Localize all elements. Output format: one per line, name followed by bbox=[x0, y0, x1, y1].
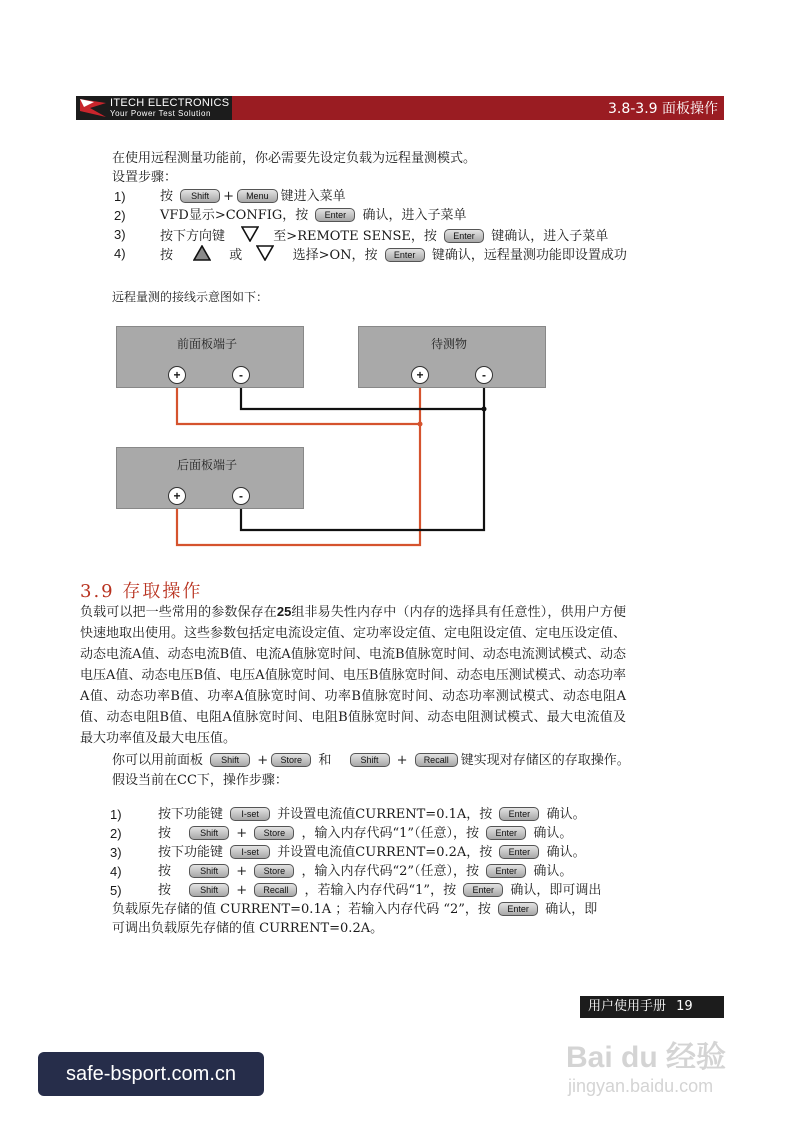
enter-key: Enter bbox=[499, 807, 539, 821]
positive-wire-front bbox=[177, 384, 420, 424]
baidu-watermark bbox=[566, 1032, 766, 1102]
step-b1-number: 1) bbox=[110, 807, 122, 822]
enter-key: Enter bbox=[498, 902, 538, 916]
front-panel-label: 前面板端子 bbox=[177, 337, 238, 351]
brand-name: ITECH ELECTRONICS bbox=[110, 97, 230, 109]
step-b4-text3: ，输入内存代码“2”（任意），按 bbox=[301, 864, 480, 879]
site-watermark: safe-bsport.com.cn bbox=[38, 1052, 264, 1096]
front-minus-terminal: - bbox=[232, 366, 250, 384]
negative-junction bbox=[482, 407, 487, 412]
plus-sign: + bbox=[236, 864, 248, 879]
iset-key: I-set bbox=[230, 845, 270, 859]
paragraph-text-after: 组非易失性内存中（内存的选择具有任意性），供用户方便快速地取出使用。这些参数包括定电流设定值、定功率设定值、定电阻设定值、定电压设定值、动态电流A值、动态电流B值、电流A值脉宽时间、电流B值脉宽时间、动态电流测试模式、动态电压A值、动态电压B值、电压A值脉宽时间、电压B值脉宽时间、动态电压测试模式、动态功率A值、动态功率B值、功率A值脉宽时间、功率B值脉宽时间、动态功率测试模式、动态电阻A值、动态电阻B值、电阻A值脉宽时间、电阻B值脉宽时间、动态电阻测试模式、最大电流值及最大功率值及最大电压值。 bbox=[80, 605, 627, 746]
step-b5-number: 5) bbox=[110, 883, 122, 898]
usage-line-1 bbox=[112, 752, 630, 770]
store-key: Store bbox=[271, 753, 311, 767]
front-plus-terminal: + bbox=[168, 366, 186, 384]
step-b1-text3: 确认。 bbox=[546, 807, 586, 822]
step-b2-text4: 确认。 bbox=[533, 826, 573, 841]
step-b4 bbox=[158, 863, 572, 881]
step-a4-text1: 按 bbox=[160, 248, 174, 263]
step-b3-text3: 确认。 bbox=[546, 845, 586, 860]
intro-line-1: 在使用远程测量功能前，你必需要先设定负载为远程量测模式。 bbox=[112, 151, 477, 166]
step-a4-number: 4) bbox=[114, 246, 126, 261]
shift-key: Shift bbox=[210, 753, 250, 767]
step-a2-number: 2) bbox=[114, 208, 126, 223]
step-b3-text1: 按下功能键 bbox=[158, 845, 224, 860]
enter-key: Enter bbox=[385, 248, 425, 262]
plus-sign: + bbox=[396, 753, 408, 768]
step-b5 bbox=[158, 882, 601, 900]
iset-key: I-set bbox=[230, 807, 270, 821]
baidu-logo-text: Bai du 经验 bbox=[566, 1041, 727, 1074]
step-b5-line2b: 确认，即 bbox=[545, 902, 598, 917]
plus-sign: + bbox=[257, 753, 269, 768]
enter-key: Enter bbox=[463, 883, 503, 897]
rear-panel-box bbox=[116, 447, 304, 509]
dut-minus-terminal: - bbox=[475, 366, 493, 384]
step-b3-text2: 并设置电流值CURRENT=0.2A，按 bbox=[277, 845, 493, 860]
step-b5-text1: 按 bbox=[158, 883, 172, 898]
shift-key: Shift bbox=[189, 883, 229, 897]
plus-sign: + bbox=[223, 189, 235, 204]
step-a4-text2: 或 bbox=[229, 248, 243, 263]
shift-key: Shift bbox=[189, 864, 229, 878]
plus-sign: + bbox=[236, 883, 248, 898]
enter-key: Enter bbox=[486, 864, 526, 878]
step-a2-text1: VFD显示>CONFIG，按 bbox=[160, 208, 309, 223]
rear-plus-terminal: + bbox=[168, 487, 186, 505]
step-a1-number: 1) bbox=[114, 189, 126, 204]
enter-key: Enter bbox=[499, 845, 539, 859]
memory-group-count: 25 bbox=[276, 604, 292, 619]
paragraph-text-before: 负载可以把一些常用的参数保存在 bbox=[80, 605, 277, 620]
step-a1-text1: 按 bbox=[160, 189, 174, 204]
enter-key: Enter bbox=[486, 826, 526, 840]
enter-key: Enter bbox=[315, 208, 355, 222]
baidu-url: jingyan.baidu.com bbox=[568, 1076, 714, 1096]
step-a2-text2: 确认，进入子菜单 bbox=[362, 208, 467, 223]
recall-key: Recall bbox=[415, 753, 458, 767]
positive-junction bbox=[418, 422, 423, 427]
menu-key: Menu bbox=[237, 189, 278, 203]
plus-sign: + bbox=[236, 826, 248, 841]
step-b2-text3: ，输入内存代码“1”（任意），按 bbox=[301, 826, 480, 841]
enter-key: Enter bbox=[444, 229, 484, 243]
shift-key: Shift bbox=[180, 189, 220, 203]
store-key: Store bbox=[254, 864, 294, 878]
step-b4-text1: 按 bbox=[158, 864, 172, 879]
front-panel-box bbox=[116, 326, 304, 388]
dut-box bbox=[358, 326, 546, 388]
step-b5-continued bbox=[112, 901, 597, 919]
shift-key: Shift bbox=[350, 753, 390, 767]
section-3-9-paragraph bbox=[80, 601, 626, 749]
page-footer bbox=[580, 996, 724, 1018]
dut-plus-terminal: + bbox=[411, 366, 429, 384]
usage-text-a: 你可以用前面板 bbox=[112, 753, 204, 768]
section-3-9-title: 3.9 存取操作 bbox=[80, 581, 203, 602]
step-b5-text4: 确认，即可调出 bbox=[510, 883, 602, 898]
intro-line-2: 设置步骤： bbox=[112, 170, 178, 185]
step-b3-number: 3) bbox=[110, 845, 122, 860]
step-b3 bbox=[158, 844, 586, 862]
step-a3-number: 3) bbox=[114, 227, 126, 242]
dut-label: 待测物 bbox=[431, 337, 468, 351]
rear-panel-label: 后面板端子 bbox=[177, 458, 238, 472]
step-b5-line2a: 负载原先存储的值 CURRENT=0.1A ；若输入内存代码 “2”，按 bbox=[112, 902, 491, 917]
step-b1-text1: 按下功能键 bbox=[158, 807, 224, 822]
step-b2 bbox=[158, 825, 572, 843]
section-heading: 3.8-3.9 面板操作 bbox=[607, 101, 718, 117]
step-b5-text3: ，若输入内存代码“1”，按 bbox=[304, 883, 457, 898]
step-b2-text1: 按 bbox=[158, 826, 172, 841]
rear-minus-terminal: - bbox=[232, 487, 250, 505]
step-b1-text2: 并设置电流值CURRENT=0.1A，按 bbox=[277, 807, 493, 822]
usage-line-2: 假设当前在CC下，操作步骤： bbox=[112, 773, 288, 788]
step-a4-text3: 选择>ON，按 bbox=[292, 248, 378, 263]
step-a3-text2: 至>REMOTE SENSE，按 bbox=[273, 229, 437, 244]
shift-key: Shift bbox=[189, 826, 229, 840]
manual-title: 用户使用手册 bbox=[588, 999, 667, 1014]
step-b1 bbox=[158, 806, 586, 824]
step-a4-text4: 键确认，远程量测功能即设置成功 bbox=[431, 248, 627, 263]
diagram-caption: 远程量测的接线示意图如下： bbox=[112, 290, 269, 304]
store-key: Store bbox=[254, 826, 294, 840]
step-a1-text3: 键进入菜单 bbox=[280, 189, 346, 204]
recall-key: Recall bbox=[254, 883, 297, 897]
step-b4-text4: 确认。 bbox=[533, 864, 573, 879]
step-b5-line3: 可调出负载原先存储的值 CURRENT=0.2A。 bbox=[112, 921, 384, 936]
step-a3-text1: 按下方向键 bbox=[160, 229, 226, 244]
page-number: 19 bbox=[676, 999, 693, 1014]
step-b2-number: 2) bbox=[110, 826, 122, 841]
usage-text-e: 键实现对存储区的存取操作。 bbox=[460, 753, 630, 768]
usage-text-c: 和 bbox=[318, 753, 332, 768]
step-b4-number: 4) bbox=[110, 864, 122, 879]
step-a3-text3: 键确认，进入子菜单 bbox=[491, 229, 609, 244]
brand-tagline: Your Power Test Solution bbox=[110, 109, 211, 118]
